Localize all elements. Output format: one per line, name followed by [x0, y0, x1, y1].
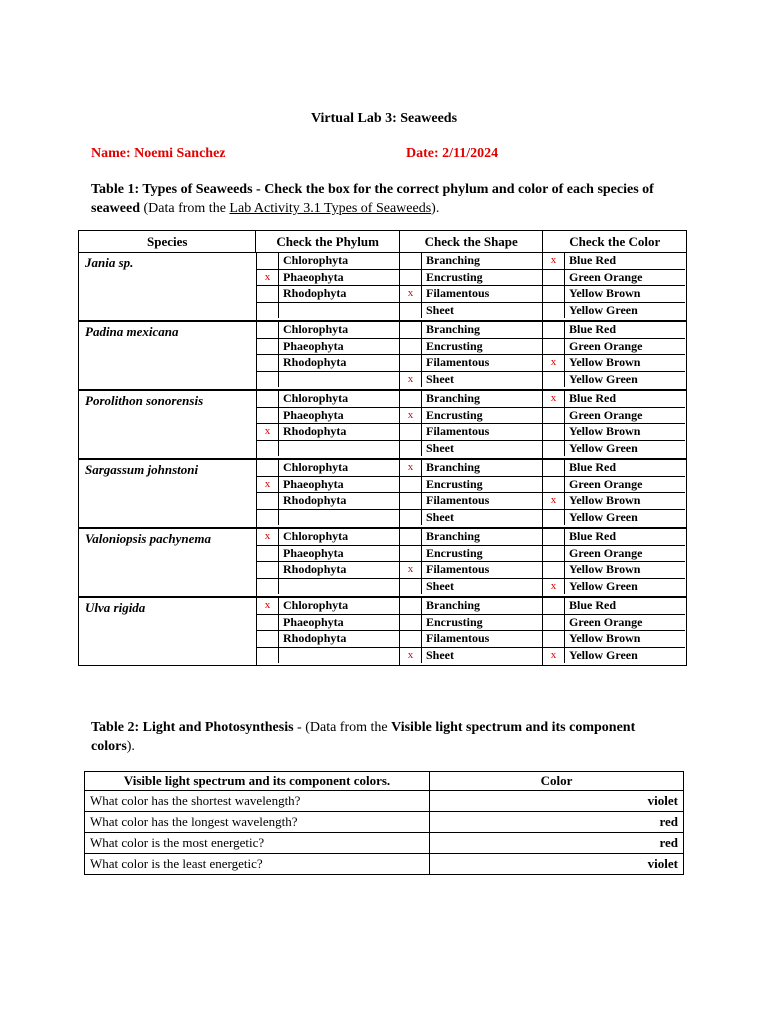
color-label: Yellow Green	[569, 371, 638, 386]
phylum-label: Rhodophyta	[283, 493, 347, 507]
phylum-checkbox[interactable]	[257, 339, 279, 355]
color-label: Blue Red	[569, 529, 617, 543]
color-label: Blue Red	[569, 253, 617, 267]
phylum-checkbox[interactable]: x	[257, 529, 279, 545]
shape-options	[399, 598, 542, 665]
phylum-options	[256, 391, 399, 458]
phylum-checkbox[interactable]	[257, 372, 279, 388]
color-checkbox[interactable]: x	[543, 253, 565, 269]
shape-option	[400, 598, 542, 615]
color-option	[543, 303, 685, 319]
shape-options	[399, 391, 542, 458]
shape-option	[400, 441, 542, 457]
table1-header	[79, 231, 686, 253]
color-label: Yellow Brown	[569, 286, 641, 300]
phylum-checkbox[interactable]	[257, 510, 279, 526]
shape-label: Encrusting	[426, 407, 483, 422]
species-row	[79, 253, 686, 320]
phylum-options	[256, 529, 399, 596]
phylum-label	[279, 648, 283, 664]
color-option	[543, 598, 685, 615]
phylum-label	[279, 441, 283, 457]
phylum-checkbox[interactable]	[257, 493, 279, 509]
phylum-label	[279, 303, 283, 319]
answer-cell: red	[430, 833, 684, 854]
color-checkbox[interactable]: x	[543, 355, 565, 371]
phylum-label: Rhodophyta	[283, 424, 347, 438]
shape-label: Branching	[426, 529, 481, 543]
color-checkbox[interactable]	[543, 322, 565, 338]
color-options	[542, 460, 685, 527]
color-checkbox[interactable]	[543, 615, 565, 631]
phylum-options	[256, 598, 399, 665]
shape-checkbox[interactable]	[400, 631, 422, 647]
phylum-checkbox[interactable]: x	[257, 270, 279, 286]
shape-checkbox[interactable]: x	[400, 408, 422, 424]
answer-cell: violet	[430, 791, 684, 812]
species-name: Valoniopsis pachynema	[85, 531, 212, 546]
shape-label: Sheet	[426, 509, 454, 524]
student-name: Name: Noemi Sanchez	[91, 146, 226, 161]
shape-option	[400, 579, 542, 595]
phylum-label	[279, 579, 283, 595]
color-label: Yellow Brown	[569, 562, 641, 576]
phylum-checkbox[interactable]	[257, 391, 279, 407]
color-checkbox[interactable]	[543, 546, 565, 562]
color-label: Green Orange	[569, 338, 643, 353]
phylum-checkbox[interactable]	[257, 355, 279, 371]
phylum-label: Rhodophyta	[283, 286, 347, 300]
shape-option	[400, 460, 542, 477]
color-option	[543, 510, 685, 526]
shape-checkbox[interactable]	[400, 493, 422, 509]
shape-label: Branching	[426, 391, 481, 405]
shape-label: Branching	[426, 322, 481, 336]
shape-option	[400, 493, 542, 510]
species-name: Ulva rigida	[85, 600, 146, 615]
color-option	[543, 391, 685, 408]
species-name: Sargassum johnstoni	[85, 462, 199, 477]
color-options	[542, 253, 685, 320]
shape-option	[400, 477, 542, 494]
shape-checkbox[interactable]	[400, 546, 422, 562]
color-label: Blue Red	[569, 598, 617, 612]
light-table	[84, 771, 684, 875]
shape-label: Sheet	[426, 302, 454, 317]
color-label: Yellow Brown	[569, 631, 641, 645]
shape-options	[399, 529, 542, 596]
color-checkbox[interactable]	[543, 460, 565, 476]
shape-option	[400, 529, 542, 546]
shape-option	[400, 615, 542, 632]
phylum-checkbox[interactable]	[257, 286, 279, 302]
shape-checkbox[interactable]	[400, 510, 422, 526]
shape-label: Branching	[426, 253, 481, 267]
color-options	[542, 391, 685, 458]
phylum-label: Chlorophyta	[283, 460, 349, 474]
phylum-option	[257, 408, 399, 425]
shape-label: Filamentous	[426, 355, 490, 369]
color-option	[543, 372, 685, 388]
color-checkbox[interactable]	[543, 598, 565, 614]
question-cell: What color is the most energetic?	[85, 833, 430, 854]
phylum-option	[257, 562, 399, 579]
header-phylum: Check the Phylum	[255, 231, 399, 252]
table2-caption: Table 2: Light and Photosynthesis - (Data from the Visible light spectrum and its component colors).	[91, 720, 636, 754]
color-option	[543, 286, 685, 303]
phylum-option	[257, 579, 399, 595]
color-option	[543, 322, 685, 339]
shape-label: Sheet	[426, 647, 454, 662]
phylum-label: Rhodophyta	[283, 562, 347, 576]
answer-cell: red	[430, 812, 684, 833]
color-label: Blue Red	[569, 391, 617, 405]
shape-options	[399, 253, 542, 320]
color-label: Green Orange	[569, 269, 643, 284]
shape-checkbox[interactable]	[400, 270, 422, 286]
phylum-checkbox[interactable]	[257, 441, 279, 457]
table1-body	[79, 253, 686, 665]
phylum-checkbox[interactable]: x	[257, 598, 279, 614]
color-label: Yellow Green	[569, 509, 638, 524]
color-label: Yellow Green	[569, 302, 638, 317]
shape-label: Branching	[426, 460, 481, 474]
color-label: Yellow Brown	[569, 424, 641, 438]
color-checkbox[interactable]: x	[543, 579, 565, 595]
color-checkbox[interactable]	[543, 339, 565, 355]
shape-label: Filamentous	[426, 562, 490, 576]
phylum-option	[257, 286, 399, 303]
shape-label: Sheet	[426, 371, 454, 386]
phylum-label: Chlorophyta	[283, 529, 349, 543]
phylum-label: Chlorophyta	[283, 391, 349, 405]
phylum-checkbox[interactable]: x	[257, 477, 279, 493]
color-label: Yellow Brown	[569, 493, 641, 507]
shape-option	[400, 562, 542, 579]
lab-date: Date: 2/11/2024	[406, 146, 499, 161]
phylum-label: Rhodophyta	[283, 631, 347, 645]
color-label: Green Orange	[569, 545, 643, 560]
shape-checkbox[interactable]	[400, 355, 422, 371]
phylum-label: Chlorophyta	[283, 253, 349, 267]
phylum-checkbox[interactable]	[257, 322, 279, 338]
shape-checkbox[interactable]: x	[400, 372, 422, 388]
shape-checkbox[interactable]	[400, 529, 422, 545]
color-checkbox[interactable]: x	[543, 493, 565, 509]
shape-label: Sheet	[426, 578, 454, 593]
color-checkbox[interactable]	[543, 270, 565, 286]
phylum-checkbox[interactable]	[257, 579, 279, 595]
shape-option	[400, 424, 542, 441]
species-name: Padina mexicana	[85, 324, 179, 339]
shape-checkbox[interactable]: x	[400, 562, 422, 578]
phylum-label: Phaeophyta	[283, 476, 344, 491]
page-title: Virtual Lab 3: Seaweeds	[310, 111, 458, 126]
phylum-option	[257, 355, 399, 372]
shape-checkbox[interactable]	[400, 322, 422, 338]
phylum-label: Rhodophyta	[283, 355, 347, 369]
shape-checkbox[interactable]: x	[400, 286, 422, 302]
shape-checkbox[interactable]	[400, 579, 422, 595]
table1-caption: Table 1: Types of Seaweeds - Check the box for the correct phylum and color of each species of seaweed (Data from the Lab Activity 3.1 Types of Seaweeds).	[91, 182, 654, 216]
header-question: Visible light spectrum and its component colors.	[85, 772, 430, 791]
shape-option	[400, 391, 542, 408]
shape-options	[399, 322, 542, 389]
color-checkbox[interactable]	[543, 631, 565, 647]
color-label: Green Orange	[569, 614, 643, 629]
color-checkbox[interactable]	[543, 372, 565, 388]
shape-option	[400, 355, 542, 372]
species-row	[79, 458, 686, 527]
header-shape: Check the Shape	[399, 231, 543, 252]
color-checkbox[interactable]	[543, 303, 565, 319]
phylum-checkbox[interactable]: x	[257, 424, 279, 440]
shape-option	[400, 408, 542, 425]
phylum-option	[257, 253, 399, 270]
phylum-checkbox[interactable]	[257, 253, 279, 269]
phylum-checkbox[interactable]	[257, 615, 279, 631]
color-label: Yellow Green	[569, 440, 638, 455]
shape-option	[400, 270, 542, 287]
phylum-option	[257, 270, 399, 287]
color-option	[543, 631, 685, 648]
phylum-checkbox[interactable]	[257, 303, 279, 319]
phylum-option	[257, 339, 399, 356]
shape-checkbox[interactable]: x	[400, 648, 422, 664]
color-checkbox[interactable]	[543, 424, 565, 440]
lab-activity-link[interactable]: Lab Activity 3.1 Types of Seaweeds	[229, 201, 432, 216]
shape-checkbox[interactable]	[400, 424, 422, 440]
color-label: Green Orange	[569, 476, 643, 491]
question-cell: What color is the least energetic?	[85, 854, 430, 875]
phylum-checkbox[interactable]	[257, 408, 279, 424]
color-options	[542, 598, 685, 665]
shape-checkbox[interactable]	[400, 303, 422, 319]
color-label: Blue Red	[569, 322, 617, 336]
header-color: Color	[430, 772, 684, 791]
phylum-option	[257, 510, 399, 526]
header-species: Species	[146, 234, 188, 249]
shape-checkbox[interactable]	[400, 339, 422, 355]
shape-label: Encrusting	[426, 545, 483, 560]
shape-checkbox[interactable]	[400, 477, 422, 493]
color-option	[543, 493, 685, 510]
species-row	[79, 320, 686, 389]
color-checkbox[interactable]	[543, 562, 565, 578]
shape-checkbox[interactable]: x	[400, 460, 422, 476]
shape-label: Filamentous	[426, 286, 490, 300]
table-row	[85, 854, 684, 875]
phylum-label	[279, 510, 283, 526]
phylum-option	[257, 477, 399, 494]
question-cell: What color has the longest wavelength?	[85, 812, 430, 833]
species-row	[79, 527, 686, 596]
color-option	[543, 529, 685, 546]
phylum-option	[257, 303, 399, 319]
phylum-label: Chlorophyta	[283, 322, 349, 336]
shape-option	[400, 372, 542, 388]
phylum-option	[257, 372, 399, 388]
color-option	[543, 460, 685, 477]
shape-label: Filamentous	[426, 424, 490, 438]
color-label: Blue Red	[569, 460, 617, 474]
color-checkbox[interactable]	[543, 286, 565, 302]
shape-label: Branching	[426, 598, 481, 612]
shape-label: Encrusting	[426, 614, 483, 629]
shape-option	[400, 510, 542, 526]
shape-option	[400, 648, 542, 664]
shape-checkbox[interactable]	[400, 615, 422, 631]
answer-cell: violet	[430, 854, 684, 875]
shape-label: Sheet	[426, 440, 454, 455]
phylum-options	[256, 460, 399, 527]
color-checkbox[interactable]	[543, 510, 565, 526]
shape-label: Encrusting	[426, 338, 483, 353]
color-options	[542, 529, 685, 596]
phylum-option	[257, 631, 399, 648]
color-label: Yellow Green	[569, 578, 638, 593]
phylum-label: Phaeophyta	[283, 545, 344, 560]
color-option	[543, 408, 685, 425]
phylum-label: Chlorophyta	[283, 598, 349, 612]
phylum-checkbox[interactable]	[257, 648, 279, 664]
phylum-checkbox[interactable]	[257, 562, 279, 578]
shape-option	[400, 286, 542, 303]
species-name: Jania sp.	[85, 255, 134, 270]
phylum-option	[257, 441, 399, 457]
color-option	[543, 424, 685, 441]
shape-option	[400, 546, 542, 563]
shape-label: Filamentous	[426, 493, 490, 507]
color-options	[542, 322, 685, 389]
color-option	[543, 546, 685, 563]
phylum-checkbox[interactable]	[257, 631, 279, 647]
shape-option	[400, 303, 542, 319]
phylum-label: Phaeophyta	[283, 338, 344, 353]
color-option	[543, 579, 685, 595]
color-option	[543, 562, 685, 579]
color-checkbox[interactable]	[543, 408, 565, 424]
seaweed-table	[78, 230, 687, 666]
color-label: Green Orange	[569, 407, 643, 422]
color-option	[543, 477, 685, 494]
shape-option	[400, 631, 542, 648]
table-row	[85, 812, 684, 833]
color-option	[543, 270, 685, 287]
color-option	[543, 253, 685, 270]
header-color: Check the Color	[542, 231, 686, 252]
color-option	[543, 339, 685, 356]
phylum-option	[257, 460, 399, 477]
phylum-option	[257, 648, 399, 664]
color-label: Yellow Brown	[569, 355, 641, 369]
phylum-option	[257, 493, 399, 510]
shape-option	[400, 253, 542, 270]
phylum-option	[257, 615, 399, 632]
species-row	[79, 596, 686, 665]
shape-checkbox[interactable]	[400, 598, 422, 614]
shape-option	[400, 322, 542, 339]
color-label: Yellow Green	[569, 647, 638, 662]
shape-option	[400, 339, 542, 356]
color-checkbox[interactable]	[543, 529, 565, 545]
phylum-checkbox[interactable]	[257, 546, 279, 562]
phylum-option	[257, 598, 399, 615]
species-name: Porolithon sonorensis	[85, 393, 204, 408]
phylum-options	[256, 253, 399, 320]
color-option	[543, 648, 685, 664]
color-option	[543, 615, 685, 632]
phylum-option	[257, 424, 399, 441]
phylum-option	[257, 529, 399, 546]
phylum-label: Phaeophyta	[283, 614, 344, 629]
shape-label: Encrusting	[426, 476, 483, 491]
shape-checkbox[interactable]	[400, 391, 422, 407]
shape-checkbox[interactable]	[400, 253, 422, 269]
color-checkbox[interactable]	[543, 441, 565, 457]
question-cell: What color has the shortest wavelength?	[85, 791, 430, 812]
phylum-checkbox[interactable]	[257, 460, 279, 476]
phylum-label: Phaeophyta	[283, 269, 344, 284]
phylum-option	[257, 322, 399, 339]
phylum-option	[257, 391, 399, 408]
phylum-label	[279, 372, 283, 388]
table-row	[85, 791, 684, 812]
color-option	[543, 441, 685, 457]
phylum-option	[257, 546, 399, 563]
shape-checkbox[interactable]	[400, 441, 422, 457]
shape-options	[399, 460, 542, 527]
phylum-options	[256, 322, 399, 389]
color-checkbox[interactable]: x	[543, 648, 565, 664]
shape-label: Encrusting	[426, 269, 483, 284]
phylum-label: Phaeophyta	[283, 407, 344, 422]
color-checkbox[interactable]	[543, 477, 565, 493]
table-row	[85, 833, 684, 854]
shape-label: Filamentous	[426, 631, 490, 645]
color-option	[543, 355, 685, 372]
species-row	[79, 389, 686, 458]
color-checkbox[interactable]: x	[543, 391, 565, 407]
